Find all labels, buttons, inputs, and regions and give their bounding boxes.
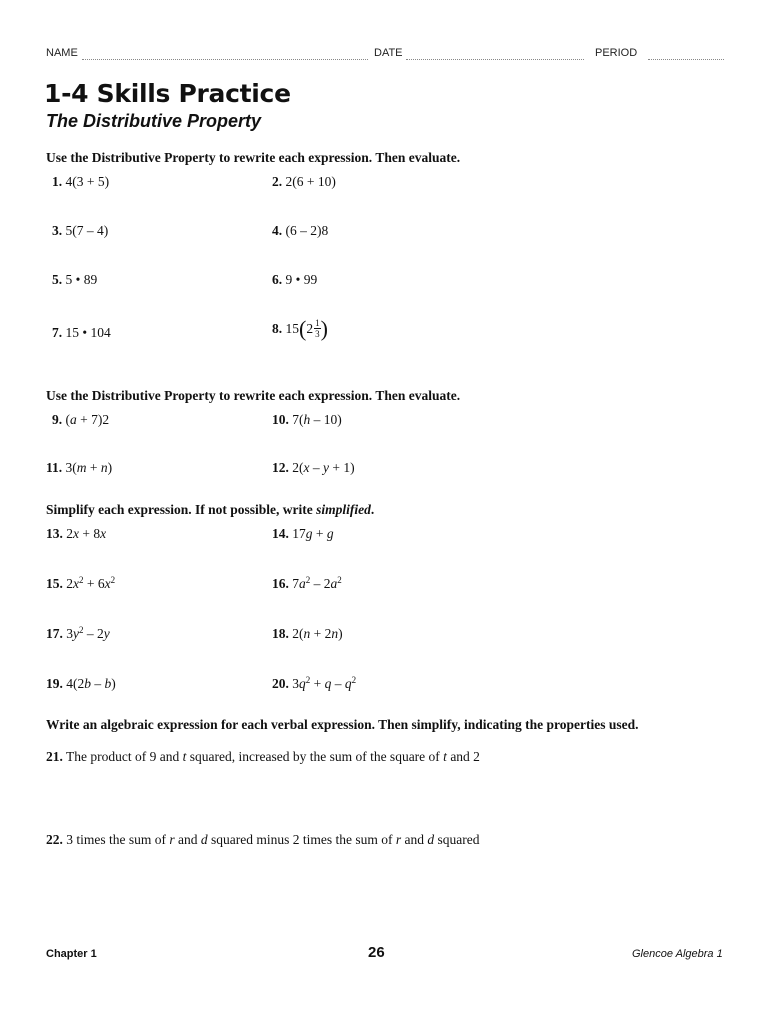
period-field[interactable] — [648, 59, 724, 60]
problem-10: 10. 7(h – 10) — [272, 412, 342, 427]
footer-chapter: Chapter 1 — [46, 948, 97, 960]
problem-11: 11. 3(m + n) — [46, 460, 113, 475]
problem-20: 20. $3q^2 + q - q^2$ — [272, 675, 357, 691]
name-label: NAME — [46, 47, 78, 59]
problem-22: 22. 3 times the sum of r and d squared minus 2 times the sum of r and d squared — [46, 832, 480, 847]
date-field[interactable] — [406, 59, 584, 60]
page-title: 1-4 Skills Practice — [44, 79, 291, 108]
footer-page-number: 26 — [368, 944, 385, 961]
date-label: DATE — [374, 47, 403, 59]
problem-1: 1. 4(3 + 5) — [52, 174, 110, 189]
problem-9: 9. (a + 7)2 — [52, 412, 110, 427]
problem-12: 12. 2(x – y + 1) — [272, 460, 355, 475]
section3-instructions: Simplify each expression. If not possible, write simplified. — [46, 502, 375, 517]
problem-16: 16. $7a^2 - 2a^2$ — [272, 575, 342, 591]
problem-8: 8. 15 ( 2 $\frac{1}{3}$ ) — [272, 315, 328, 341]
mixed-fraction: $\frac{1}{3}$ — [315, 318, 320, 339]
problem-21: 21. The product of 9 and t squared, increased by the sum of the square of t and 2 — [46, 749, 480, 764]
problem-2: 2. 2(6 + 10) — [272, 174, 336, 189]
problem-5: 5. 5 • 89 — [52, 272, 98, 287]
problem-6: 6. 9 • 99 — [272, 272, 318, 287]
section1-instructions: Use the Distributive Property to rewrite each expression. Then evaluate. — [46, 150, 461, 165]
period-label: PERIOD — [595, 47, 638, 59]
problem-13: 13. 2x + 8x — [46, 526, 107, 541]
name-field[interactable] — [82, 59, 368, 60]
problem-19: 19. 4(2b – b) — [46, 676, 116, 691]
problem-18: 18. 2(n + 2n) — [272, 626, 343, 641]
section2-instructions: Use the Distributive Property to rewrite each expression. Then evaluate. — [46, 388, 461, 403]
problem-7: 7. 15 • 104 — [52, 325, 111, 340]
page-subtitle: The Distributive Property — [46, 111, 262, 131]
problem-3: 3. 5(7 – 4) — [52, 223, 109, 238]
problem-17: 17. $3y^2 - 2y$ — [46, 625, 110, 641]
footer-book-title: Glencoe Algebra 1 — [632, 948, 723, 960]
problem-14: 14. 17g + g — [272, 526, 334, 541]
problem-4: 4. (6 – 2)8 — [272, 223, 329, 238]
section4-instructions: Write an algebraic expression for each verbal expression. Then simplify, indicating the properties used. — [46, 717, 639, 732]
problem-15: 15. $2x^2 + 6x^2$ — [46, 575, 116, 591]
